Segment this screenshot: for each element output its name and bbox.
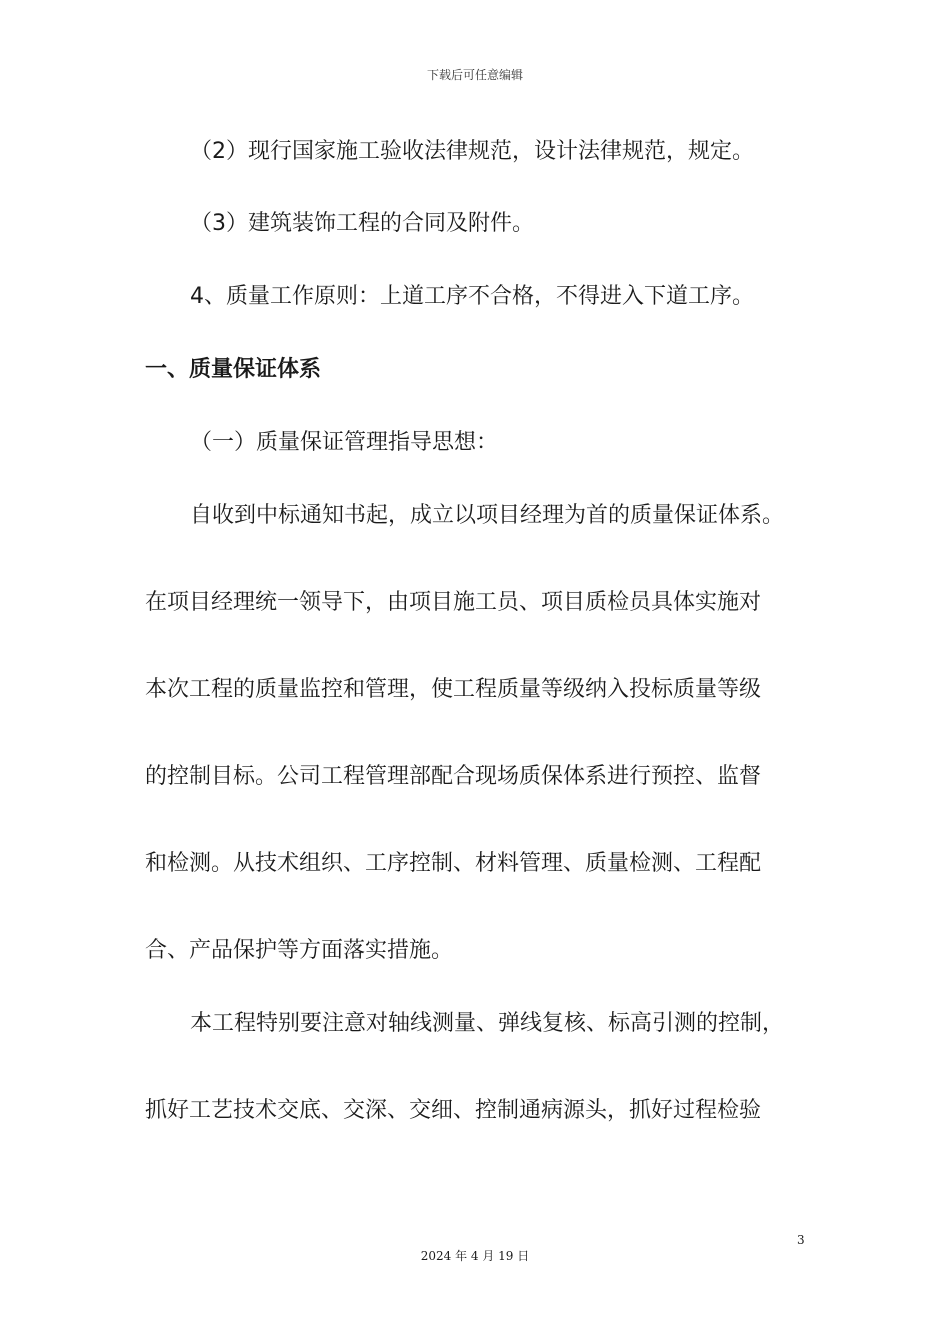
list-item-4: 4、质量工作原则：上道工序不合格，不得进入下道工序。 <box>190 284 754 309</box>
list-item-3: （3）建筑装饰工程的合同及附件。 <box>190 211 534 236</box>
page-number: 3 <box>797 1233 805 1247</box>
paragraph-line: 自收到中标通知书起，成立以项目经理为首的质量保证体系。 <box>190 503 785 528</box>
paragraph-line: 的控制目标。公司工程管理部配合现场质保体系进行预控、监督 <box>145 764 762 789</box>
paragraph-line: 本工程特别要注意对轴线测量、弹线复核、标高引测的控制， <box>190 1011 785 1036</box>
section-heading: 一、质量保证体系 <box>145 357 322 382</box>
paragraph-line: 合、产品保护等方面落实措施。 <box>145 938 454 963</box>
paragraph-line: 抓好工艺技术交底、交深、交细、控制通病源头，抓好过程检验 <box>145 1098 762 1123</box>
header-note: 下载后可任意编辑 <box>426 68 523 82</box>
paragraph-line: 和检测。从技术组织、工序控制、材料管理、质量检测、工程配 <box>145 851 762 876</box>
subsection-heading: （一）质量保证管理指导思想： <box>190 430 499 455</box>
list-item-2: （2）现行国家施工验收法律规范，设计法律规范，规定。 <box>190 139 754 164</box>
footer-date: 2024 年 4 月 19 日 <box>420 1249 530 1263</box>
paragraph-line: 本次工程的质量监控和管理，使工程质量等级纳入投标质量等级 <box>145 677 762 702</box>
paragraph-line: 在项目经理统一领导下，由项目施工员、项目质检员具体实施对 <box>145 590 762 615</box>
